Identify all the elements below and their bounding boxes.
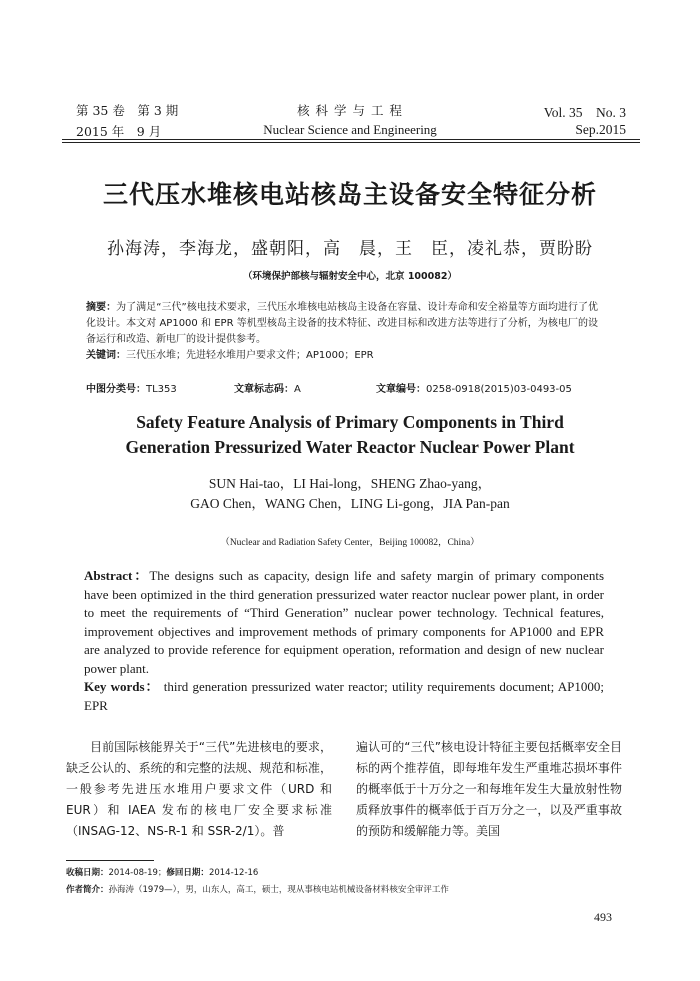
abstract-en-label: Abstract：: [84, 568, 150, 583]
journal-date: 2015 年 9 月: [76, 124, 162, 139]
abstract-cn-text: 为了满足“三代”核电技术要求，三代压水堆核电站核岛主设备在容量、设计寿命和安全裕量等方面均进行了优化设计。本文对 AP1000 和 EPR 等机型核岛主设备的技术特征、改进目标和改进方法等进行了分析，为核电厂的设备运行和改造、新电厂的设计提供参考。: [86, 302, 598, 345]
abstract-cn: [86, 300, 598, 364]
keywords-cn-label: 关键词：: [86, 350, 126, 361]
paper-title-cn: 三代压水堆核电站核岛主设备安全特征分析: [102, 180, 597, 209]
keywords-en-text: third generation pressurized water reactor; utility requirements document; AP1000; EPR: [84, 679, 604, 713]
authors-en-line2: GAO Chen，WANG Chen，LING Li-gong，JIA Pan-pan: [190, 496, 510, 511]
body-column-left: 目前国际核能界关于“三代”先进核电的要求，缺乏公认的、系统的和完整的法规、规范和标准，一般参考先进压水堆用户要求文件（URD 和 EUR）和 IAEA 发布的核电厂安全要求标准（INSAG-12、NS-R-1 和 SSR-2/1）。普: [66, 740, 332, 838]
keywords-en: [84, 678, 604, 715]
authors-en: [0, 474, 700, 514]
abstract-en-text: The designs such as capacity, design life and safety margin of primary components have been optimized in the third generation pressurized water reactor nuclear power plant, in order to meet the requirements of “Third Generation” nuclear power technology. Technical features, improvement objectives and improvement methods of primary components for AP1000 and EPR are analyzed to provide reference for equipment operation, reformation and design of new nuclear power plant.: [84, 568, 604, 676]
clc-number: 中图分类号：TL353: [86, 384, 177, 395]
authors-en-line1: SUN Hai-tao，LI Hai-long，SHENG Zhao-yang，: [208, 476, 492, 491]
paper-title-en: [0, 410, 700, 460]
article-number: 文章编号：0258-0918(2015)03-0493-05: [376, 384, 572, 395]
paper-title-en-line2: Generation Pressurized Water Reactor Nuclear Power Plant: [125, 437, 575, 457]
keywords-en-label: Key words：: [84, 679, 160, 694]
journal-volume-en: Vol. 35 No. 3: [543, 105, 626, 120]
affiliation-en: （Nuclear and Radiation Safety Center，Beijing 100082，China）: [220, 538, 480, 548]
affiliation-cn: （环境保护部核与辐射安全中心，北京 100082）: [243, 271, 457, 282]
footnote-author-bio: 作者简介：孙海涛（1979—），男，山东人，高工，硕士，现从事核电站机械设备材料核安全审评工作: [66, 885, 449, 895]
journal-name-cn: 核 科 学 与 工 程: [297, 103, 403, 118]
header-rule: [62, 139, 640, 140]
journal-date-en: Sep.2015: [575, 122, 626, 137]
paper-title-en-line1: Safety Feature Analysis of Primary Components in Third: [136, 412, 564, 432]
document-code: 文章标志码：A: [234, 384, 301, 395]
abstract-en: [84, 567, 604, 678]
body-column-right: 遍认可的“三代”核电设计特征主要包括概率安全目标的两个推荐值，即每堆年发生严重堆芯损坏事件的概率低于十万分之一和每堆年发生大量放射性物质释放事件的概率低于百万分之一，以及严重事故的预防和缓解能力等。美国: [356, 740, 622, 838]
footnote-rule: [66, 860, 154, 861]
journal-name-en: Nuclear Science and Engineering: [263, 122, 437, 137]
keywords-cn-text: 三代压水堆；先进轻水堆用户要求文件；AP1000；EPR: [126, 350, 374, 361]
abstract-cn-label: 摘要：: [86, 302, 117, 313]
journal-volume-issue: 第 35 卷 第 3 期: [76, 103, 179, 118]
footnote-dates: 收稿日期：2014-08-19；修回日期：2014-12-16: [66, 868, 259, 878]
page-number: 493: [594, 910, 612, 924]
header-rule-thin: [62, 142, 640, 143]
authors-cn: 孙海涛，李海龙，盛朝阳，高 晨，王 臣，凌礼恭，贾盼盼: [107, 239, 593, 259]
